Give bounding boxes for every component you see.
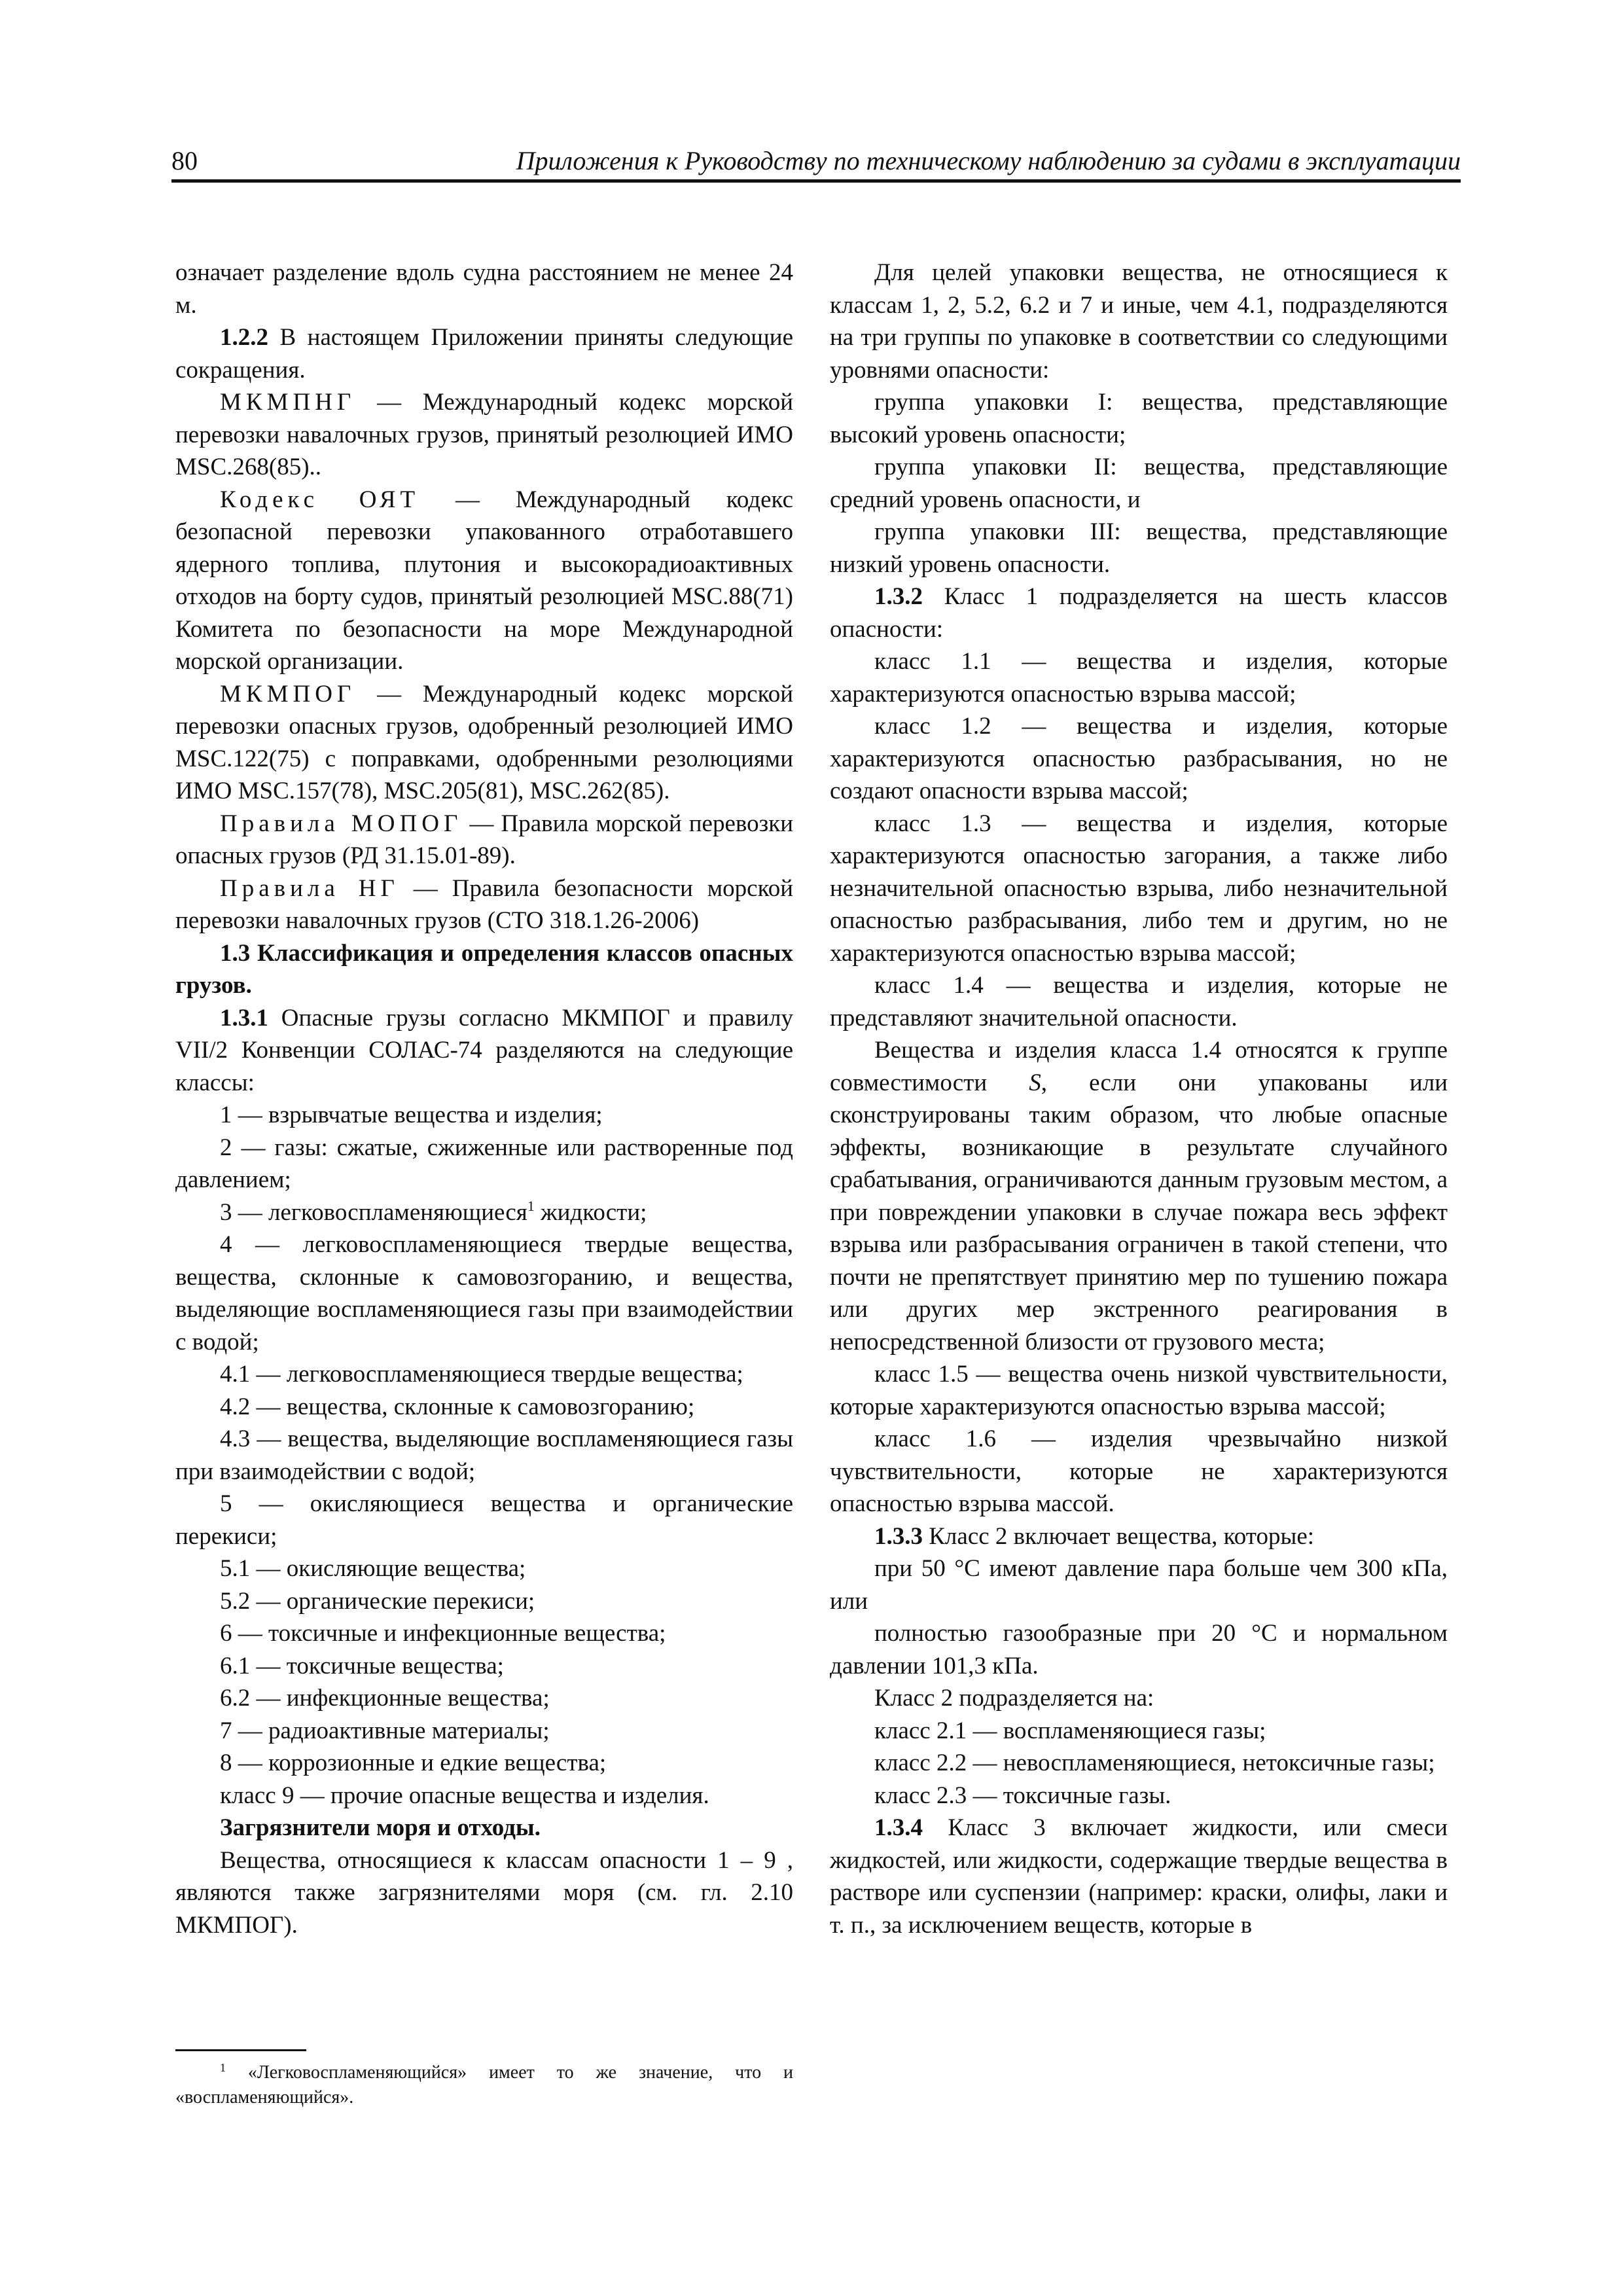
abbreviation-entry <box>175 678 793 808</box>
class-item: класс 1.4 — вещества и изделия, которые не представляют значительной опасности. <box>830 972 1448 1031</box>
section-number: 1.2.2 <box>220 324 268 351</box>
list-item: 6 — токсичные и инфекционные вещества; <box>220 1620 666 1647</box>
section-number: 1.3.1 <box>220 1004 268 1031</box>
footnote-text: «Легковоспламеняющийся» имеет то же значение, что и «воспламеняющийся». <box>175 2062 793 2108</box>
list-item: 8 — коррозионные и едкие вещества; <box>220 1749 607 1776</box>
list-item-text: 3 — легковоспламеняющиеся <box>220 1198 527 1226</box>
class-item: Класс 2 подразделяется на: <box>874 1685 1154 1712</box>
list-item: 4.3 — вещества, выделяющие воспламеняющиеся газы при взаимодействии с водой; <box>175 1426 793 1485</box>
class-item: полностью газообразные при 20 °С и нормальном давлении 101,3 кПа. <box>830 1620 1448 1679</box>
subheading: Загрязнители моря и отходы. <box>220 1814 541 1841</box>
abbreviation-definition: — Правила морской перевозки опасных грузов (РД 31.15.01-89). <box>175 810 793 869</box>
abbreviation-definition: — Правила безопасности морской перевозки навалочных грузов (СТО 318.1.26-2006) <box>175 874 794 934</box>
class-item: класс 2.1 — воспламеняющиеся газы; <box>874 1717 1266 1744</box>
abbreviation-term: Кодекс ОЯТ <box>220 486 420 513</box>
list-item: 4.1 — легковоспламеняющиеся твердые вещества; <box>220 1361 743 1388</box>
list-item: 5.1 — окисляющие вещества; <box>220 1555 526 1582</box>
abbreviation-term: Правила НГ <box>220 874 399 902</box>
abbreviation-term: Правила МОПОГ <box>220 810 463 837</box>
right-column <box>830 257 1448 1941</box>
packing-group: группа упаковки III: вещества, представляющие низкий уровень опасности. <box>830 518 1448 578</box>
abbreviation-entry <box>175 484 793 678</box>
list-item: 5.2 — органические перекиси; <box>220 1587 535 1615</box>
paragraph <box>830 581 1448 645</box>
list-item: 2 — газы: сжатые, сжиженные или растворенные под давлением; <box>175 1134 793 1193</box>
list-item: класс 9 — прочие опасные вещества и изделия. <box>220 1782 709 1809</box>
list-item: 4.2 — вещества, склонные к самовозгоранию; <box>220 1393 695 1420</box>
paragraph: Вещества, относящиеся к классам опасности 1 – 9 , являются также загрязнителями моря (см. гл. 2.10 МКМПОГ). <box>175 1846 793 1939</box>
footnote-mark: 1 <box>220 2061 226 2074</box>
paragraph-text: В настоящем Приложении приняты следующие сокращения. <box>175 324 793 384</box>
class-item: класс 1.1 — вещества и изделия, которые характеризуются опасностью взрыва массой; <box>830 648 1448 708</box>
abbreviation-entry <box>175 872 793 937</box>
packing-group: группа упаковки II: вещества, представляющие средний уровень опасности, и <box>830 454 1448 513</box>
section-number: 1.3.2 <box>874 583 923 610</box>
left-column <box>175 257 793 1941</box>
paragraph-text: Опасные грузы согласно МКМПОГ и правилу VII/2 Конвенции СОЛАС-74 разделяются на следующие классы: <box>175 1004 793 1096</box>
list-item-text: жидкости; <box>534 1198 647 1226</box>
class-item: класс 1.6 — изделия чрезвычайно низкой чувствительности, которые не характеризуются опасностью взрыва массой. <box>830 1426 1448 1517</box>
paragraph <box>830 1520 1448 1553</box>
list-item <box>175 1196 793 1229</box>
abbreviation-term: МКМПНГ <box>220 389 356 416</box>
paragraph-text: Класс 3 включает жидкости, или смеси жидкостей, или жидкости, содержащие твердые вещества в растворе или суспензии (например: краски, олифы, лаки и т. п., за исключением веществ, которые в <box>830 1814 1448 1939</box>
paragraph-text: Класс 2 включает вещества, которые: <box>923 1522 1315 1550</box>
paragraph-text: Вещества и изделия класса 1.4 относятся к группе совместимости <box>830 1037 1448 1096</box>
section-number: 1.3.4 <box>874 1814 923 1841</box>
abbreviation-entry <box>175 808 793 872</box>
page-number: 80 <box>171 146 198 175</box>
list-item: 7 — радиоактивные материалы; <box>220 1717 550 1744</box>
section-number: 1.3.3 <box>874 1522 923 1550</box>
class-item: при 50 °С имеют давление пара больше чем 300 кПа, или <box>830 1555 1448 1615</box>
class-item: класс 1.2 — вещества и изделия, которые характеризуются опасностью разбрасывания, но не создают опасности взрыва массой; <box>830 713 1448 804</box>
paragraph: означает разделение вдоль судна расстоянием не менее 24 м. <box>175 259 793 319</box>
list-item: 6.2 — инфекционные вещества; <box>220 1685 550 1712</box>
paragraph-text: , если они упакованы или сконструированы таким образом, что любые опасные эффекты, возникающие в результате случайного срабатывания, ограничиваются данным грузовым местом, а при повреждении упаковки в случае пожара весь эффект взрыва или разбрасывания ограничен в такой степени, что почти не препятствует принятию мер по тушению пожара или других мер экстренного реагирования в непосредственной близости от грузового места; <box>830 1069 1448 1355</box>
footnote-reference: 1 <box>527 1197 535 1214</box>
list-item: 5 — окисляющиеся вещества и органические перекиси; <box>175 1490 793 1550</box>
paragraph <box>175 1002 793 1100</box>
running-title: Приложения к Руководству по техническому наблюдению за судами в эксплуатации <box>516 146 1461 175</box>
class-item: класс 1.3 — вещества и изделия, которые характеризуются опасностью загорания, а также либо незначительной опасностью взрыва, либо незначительной опасностью разбрасывания, либо тем и другим, но не характеризуются опасностью взрыва массой; <box>830 810 1448 967</box>
paragraph: Для целей упаковки вещества, не относящиеся к классам 1, 2, 5.2, 6.2 и 7 и иные, чем 4.1, подразделяются на три группы по упаковке в соответствии со следующими уровнями опасности: <box>830 259 1448 384</box>
compatibility-group: S <box>1029 1069 1041 1096</box>
abbreviation-definition: — Международный кодекс морской перевозки опасных грузов, одобренный резолюцией ИМО MSC.122(75) с поправками, одобренными резолюциями ИМО MSC.157(78), MSC.205(81), MSC.262(85). <box>175 680 793 804</box>
list-item: 4 — легковоспламеняющиеся твердые вещества, вещества, склонные к самовозгоранию, и вещества, выделяющие воспламеняющиеся газы при взаимодействии с водой; <box>175 1231 793 1355</box>
packing-group: группа упаковки I: вещества, представляющие высокий уровень опасности; <box>830 389 1448 448</box>
paragraph <box>830 1034 1448 1358</box>
abbreviation-definition: — Международный кодекс безопасной перевозки упакованного отработавшего ядерного топлива, плутония и высокорадиоактивных отходов на борту судов, принятый резолюцией MSC.88(71) Комитета по безопасности на море Международной морской организации. <box>175 486 794 675</box>
abbreviation-entry <box>175 386 793 484</box>
header-rule <box>171 179 1461 183</box>
page-header <box>171 143 1461 179</box>
paragraph-text: Класс 1 подразделяется на шесть классов опасности: <box>830 583 1448 643</box>
list-item: 6.1 — токсичные вещества; <box>220 1652 504 1679</box>
paragraph <box>830 1812 1448 1941</box>
class-item: класс 1.5 — вещества очень низкой чувствительности, которые характеризуются опасностью взрыва массой; <box>830 1361 1448 1420</box>
abbreviation-term: МКМПОГ <box>220 680 356 708</box>
paragraph <box>175 321 793 386</box>
list-item: 1 — взрывчатые вещества и изделия; <box>220 1102 603 1128</box>
footnote-rule <box>175 2049 306 2051</box>
class-item: класс 2.2 — невоспламеняющиеся, нетоксичные газы; <box>874 1749 1435 1776</box>
section-heading: 1.3 Классификация и определения классов опасных грузов. <box>175 939 793 999</box>
footnote <box>175 2060 793 2110</box>
class-item: класс 2.3 — токсичные газы. <box>874 1782 1171 1809</box>
abbreviation-definition: — Международный кодекс морской перевозки навалочных грузов, принятый резолюцией ИМО MSC.268(85).. <box>175 389 793 480</box>
